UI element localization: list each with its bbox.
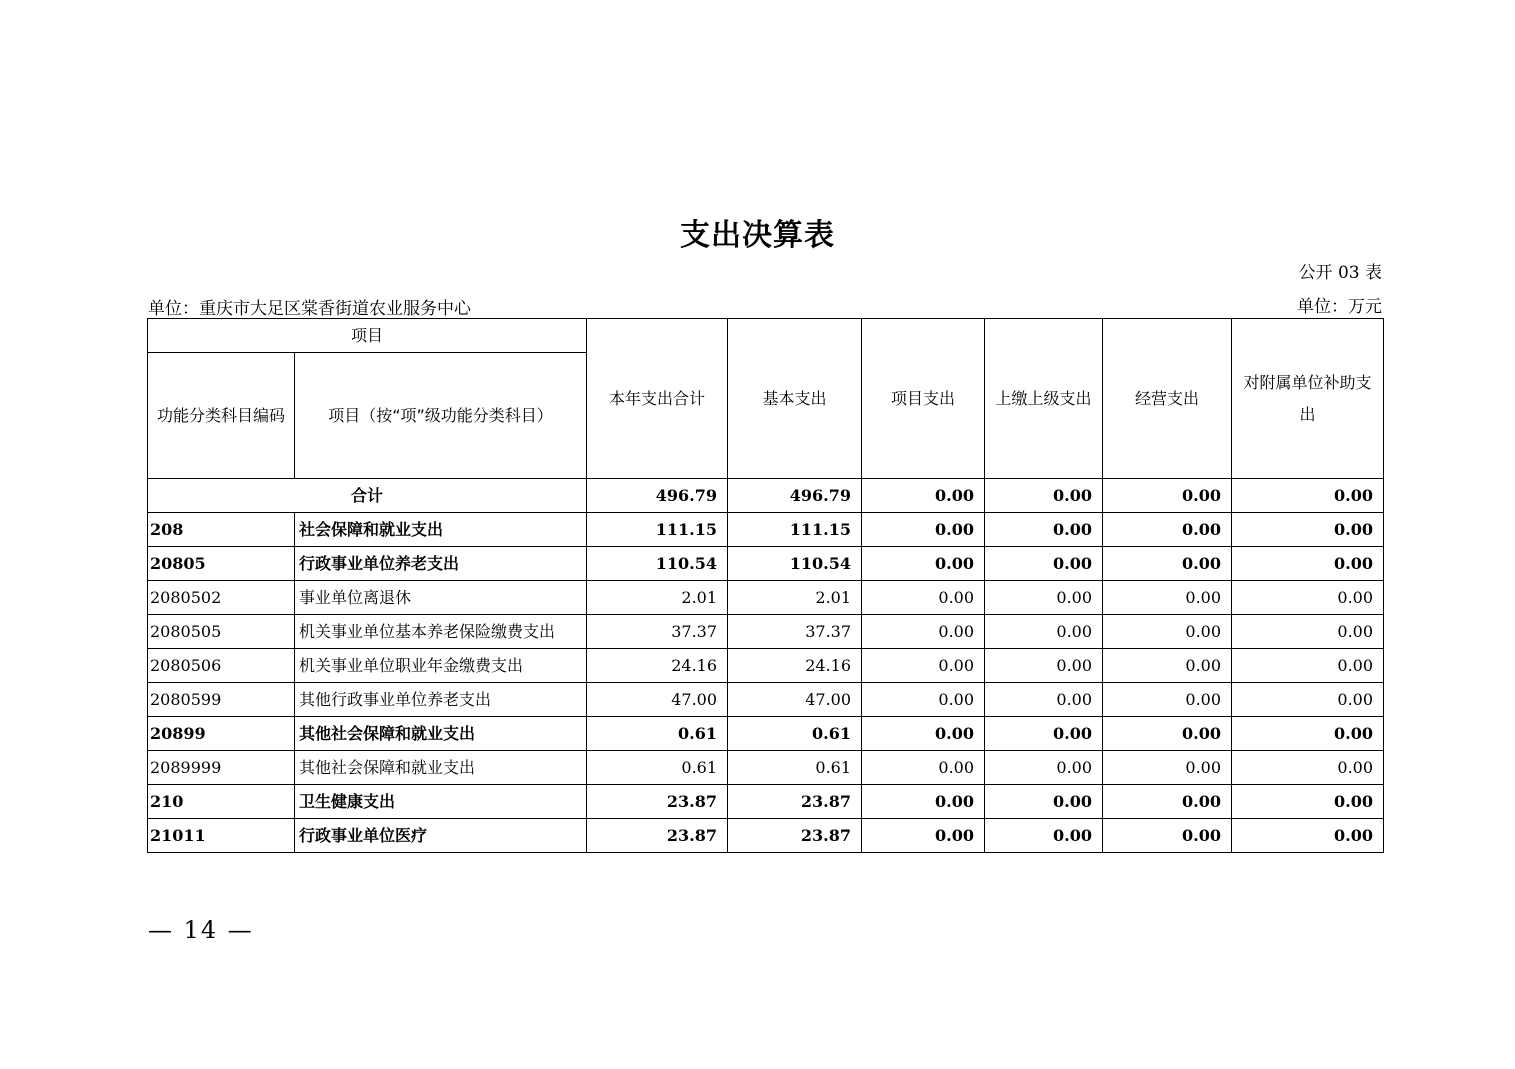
row-code: 21011 (148, 819, 295, 853)
header-basic: 基本支出 (728, 319, 862, 479)
row-name: 行政事业单位养老支出 (295, 547, 587, 581)
header-row-1 (148, 319, 1384, 353)
row-business: 0.00 (1103, 717, 1232, 751)
form-number: 公开 03 表 (1298, 263, 1382, 283)
row-code: 2080506 (148, 649, 295, 683)
row-total: 110.54 (587, 547, 728, 581)
row-total: 111.15 (587, 513, 728, 547)
table-row (148, 717, 1384, 751)
row-basic: 0.61 (728, 751, 862, 785)
row-name: 行政事业单位医疗 (295, 819, 587, 853)
row-basic: 110.54 (728, 547, 862, 581)
row-project: 0.00 (862, 615, 985, 649)
row-business: 0.00 (1103, 547, 1232, 581)
table-row (148, 751, 1384, 785)
header-project-expenditure: 项目支出 (862, 319, 985, 479)
row-business: 0.00 (1103, 615, 1232, 649)
row-subsidy: 0.00 (1232, 649, 1384, 683)
row-name: 事业单位离退休 (295, 581, 587, 615)
row-upper: 0.00 (985, 581, 1103, 615)
page-number: — 14 — (148, 916, 254, 944)
row-name: 其他社会保障和就业支出 (295, 751, 587, 785)
table-row (148, 581, 1384, 615)
row-upper: 0.00 (985, 785, 1103, 819)
row-upper: 0.00 (985, 615, 1103, 649)
row-subsidy: 0.00 (1232, 513, 1384, 547)
row-name: 机关事业单位职业年金缴费支出 (295, 649, 587, 683)
row-upper: 0.00 (985, 819, 1103, 853)
summary-basic: 496.79 (728, 479, 862, 513)
row-code: 20899 (148, 717, 295, 751)
row-business: 0.00 (1103, 683, 1232, 717)
row-subsidy: 0.00 (1232, 581, 1384, 615)
row-total: 0.61 (587, 717, 728, 751)
row-project: 0.00 (862, 717, 985, 751)
table-row (148, 513, 1384, 547)
unit-organization: 单位：重庆市大足区棠香街道农业服务中心 (148, 299, 471, 319)
row-basic: 23.87 (728, 819, 862, 853)
table-row (148, 819, 1384, 853)
row-business: 0.00 (1103, 513, 1232, 547)
header-name: 项目（按“项”级功能分类科目） (295, 353, 587, 479)
header-total: 本年支出合计 (587, 319, 728, 479)
row-total: 24.16 (587, 649, 728, 683)
row-name: 机关事业单位基本养老保险缴费支出 (295, 615, 587, 649)
row-total: 0.61 (587, 751, 728, 785)
row-project: 0.00 (862, 819, 985, 853)
row-name: 其他社会保障和就业支出 (295, 717, 587, 751)
row-upper: 0.00 (985, 751, 1103, 785)
row-code: 2089999 (148, 751, 295, 785)
summary-subsidy: 0.00 (1232, 479, 1384, 513)
row-name: 其他行政事业单位养老支出 (295, 683, 587, 717)
header-upper: 上缴上级支出 (985, 319, 1103, 479)
row-basic: 47.00 (728, 683, 862, 717)
row-business: 0.00 (1103, 581, 1232, 615)
row-upper: 0.00 (985, 683, 1103, 717)
table-row (148, 785, 1384, 819)
row-code: 210 (148, 785, 295, 819)
row-total: 2.01 (587, 581, 728, 615)
table-row (148, 547, 1384, 581)
row-code: 2080599 (148, 683, 295, 717)
row-basic: 24.16 (728, 649, 862, 683)
summary-row (148, 479, 1384, 513)
row-project: 0.00 (862, 513, 985, 547)
row-basic: 2.01 (728, 581, 862, 615)
row-project: 0.00 (862, 581, 985, 615)
row-subsidy: 0.00 (1232, 683, 1384, 717)
summary-project: 0.00 (862, 479, 985, 513)
header-project: 项目 (148, 319, 587, 353)
expenditure-table (147, 318, 1384, 853)
header-business: 经营支出 (1103, 319, 1232, 479)
summary-upper: 0.00 (985, 479, 1103, 513)
table-row (148, 615, 1384, 649)
row-project: 0.00 (862, 751, 985, 785)
row-subsidy: 0.00 (1232, 547, 1384, 581)
row-code: 20805 (148, 547, 295, 581)
row-code: 208 (148, 513, 295, 547)
row-total: 23.87 (587, 819, 728, 853)
header-code: 功能分类科目编码 (148, 353, 295, 479)
row-subsidy: 0.00 (1232, 785, 1384, 819)
row-code: 2080502 (148, 581, 295, 615)
row-subsidy: 0.00 (1232, 751, 1384, 785)
row-upper: 0.00 (985, 649, 1103, 683)
row-basic: 0.61 (728, 717, 862, 751)
row-name: 卫生健康支出 (295, 785, 587, 819)
row-upper: 0.00 (985, 547, 1103, 581)
summary-total: 496.79 (587, 479, 728, 513)
row-total: 23.87 (587, 785, 728, 819)
row-project: 0.00 (862, 683, 985, 717)
table-row (148, 649, 1384, 683)
row-project: 0.00 (862, 649, 985, 683)
row-upper: 0.00 (985, 513, 1103, 547)
row-basic: 111.15 (728, 513, 862, 547)
row-business: 0.00 (1103, 819, 1232, 853)
row-business: 0.00 (1103, 649, 1232, 683)
header-subsidy: 对附属单位补助支出 (1232, 319, 1384, 479)
page-title: 支出决算表 (680, 218, 835, 253)
row-basic: 23.87 (728, 785, 862, 819)
row-name: 社会保障和就业支出 (295, 513, 587, 547)
row-total: 37.37 (587, 615, 728, 649)
table-row (148, 683, 1384, 717)
row-business: 0.00 (1103, 785, 1232, 819)
summary-label: 合计 (148, 479, 587, 513)
row-total: 47.00 (587, 683, 728, 717)
row-basic: 37.37 (728, 615, 862, 649)
row-project: 0.00 (862, 547, 985, 581)
row-business: 0.00 (1103, 751, 1232, 785)
unit-currency: 单位：万元 (1297, 297, 1382, 317)
row-project: 0.00 (862, 785, 985, 819)
summary-business: 0.00 (1103, 479, 1232, 513)
row-subsidy: 0.00 (1232, 819, 1384, 853)
row-upper: 0.00 (985, 717, 1103, 751)
row-subsidy: 0.00 (1232, 717, 1384, 751)
row-code: 2080505 (148, 615, 295, 649)
row-subsidy: 0.00 (1232, 615, 1384, 649)
